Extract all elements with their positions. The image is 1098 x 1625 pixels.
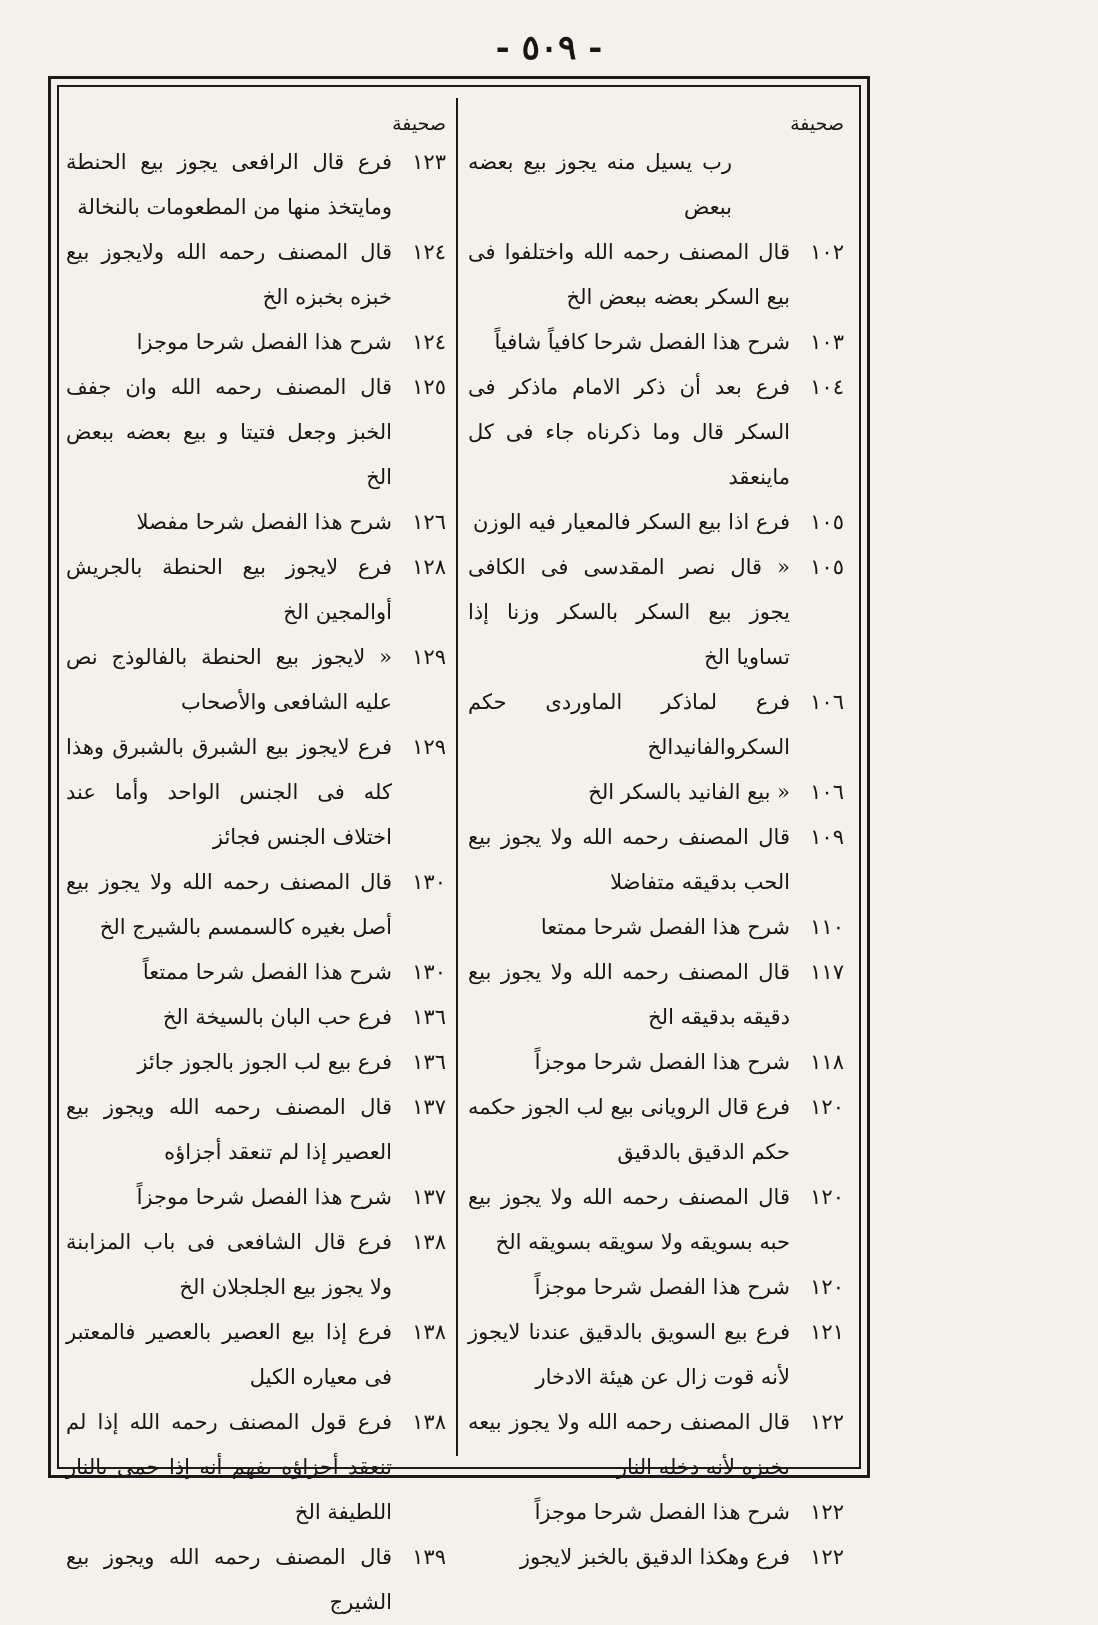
index-entry <box>468 1175 848 1265</box>
entry-page-number: ١٠٥ <box>810 555 844 579</box>
entry-page-number: ١٢٢ <box>810 1410 844 1434</box>
column-header-page: صحيفة <box>392 113 446 135</box>
index-entry-list <box>468 140 848 1580</box>
entry-page-number: ١٢٩ <box>412 645 446 669</box>
entry-text: فرع اذا بيع السكر فالمعيار فيه الوزن <box>473 510 790 534</box>
entry-page-number: ١٣٨ <box>412 1230 446 1254</box>
index-entry <box>66 1040 450 1085</box>
entry-text: قال المصنف رحمه الله ولا يجوز بيع الحب بدقيقه متفاضلا <box>468 825 790 894</box>
index-entry <box>66 995 450 1040</box>
index-entry <box>66 860 450 950</box>
entry-page-number: ١٣٨ <box>412 1320 446 1344</box>
entry-page-number: ١٠٥ <box>810 510 844 534</box>
index-entry <box>468 1490 848 1535</box>
entry-page-number: ١٢٣ <box>412 150 446 174</box>
index-entry <box>66 1535 450 1625</box>
index-entry <box>468 1265 848 1310</box>
index-column-left <box>66 108 450 1625</box>
entry-text: شرح هذا الفصل شرحا ممتعاً <box>142 960 392 984</box>
entry-page-number: ١٢٠ <box>810 1095 844 1119</box>
entry-text: شرح هذا الفصل شرحا ممتعا <box>540 915 790 939</box>
index-entry <box>468 545 848 680</box>
entry-page-number: ١٣٠ <box>412 870 446 894</box>
entry-text: قال المصنف رحمه الله ولا يجوز بيع حبه بسويقه ولا سويقه بسويقه الخ <box>468 1185 790 1254</box>
entry-text: قال المصنف رحمه الله واختلفوا فى بيع السكر بعضه ببعض الخ <box>468 240 790 309</box>
page-number: - ٥٠٩ - <box>495 28 603 68</box>
index-entry <box>468 1085 848 1175</box>
entry-page-number: ١٠٦ <box>810 690 844 714</box>
entry-page-number: ١٢٤ <box>412 330 446 354</box>
index-entry <box>468 1400 848 1490</box>
index-entry <box>468 1040 848 1085</box>
entry-page-number: ١٢٠ <box>810 1275 844 1299</box>
index-entry <box>468 905 848 950</box>
entry-page-number: ١٢٦ <box>412 510 446 534</box>
entry-page-number: ١٢٠ <box>810 1185 844 1209</box>
entry-page-number: ١٢٩ <box>412 735 446 759</box>
entry-text: « قال نصر المقدسى فى الكافى يجوز بيع السكر بالسكر وزنا إذا تساويا الخ <box>468 555 790 669</box>
index-entry <box>66 500 450 545</box>
entry-text: فرع لايجوز بيع الشبرق بالشبرق وهذا كله فى الجنس الواحد وأما عند اختلاف الجنس فجائز <box>66 735 392 849</box>
entry-text: فرع قال الرويانى بيع لب الجوز حكمه حكم الدقيق بالدقيق <box>468 1095 790 1164</box>
entry-text: فرع بيع السويق بالدقيق عندنا لايجوز لأنه قوت زال عن هيئة الادخار <box>468 1320 790 1389</box>
column-divider <box>456 98 458 1456</box>
index-entry <box>468 140 848 230</box>
index-entry <box>468 770 848 815</box>
entry-text: شرح هذا الفصل شرحا موجزاً <box>534 1275 790 1299</box>
index-entry <box>468 320 848 365</box>
entry-page-number: ١٣٦ <box>412 1050 446 1074</box>
index-entry <box>66 725 450 860</box>
index-entry <box>66 545 450 635</box>
index-entry <box>468 500 848 545</box>
entry-page-number: ١١٠ <box>810 915 844 939</box>
index-entry <box>66 320 450 365</box>
entry-page-number: ١٣٠ <box>412 960 446 984</box>
entry-page-number: ١٠٤ <box>810 375 844 399</box>
entry-page-number: ١٠٦ <box>810 780 844 804</box>
index-entry <box>66 1400 450 1535</box>
index-entry <box>66 1175 450 1220</box>
index-entry-list <box>66 140 450 1625</box>
entry-page-number: ١٣٧ <box>412 1095 446 1119</box>
index-entry <box>468 1310 848 1400</box>
index-entry <box>468 1535 848 1580</box>
index-column-right <box>468 108 848 1580</box>
entry-page-number: ١٢١ <box>810 1320 844 1344</box>
entry-text: شرح هذا الفصل شرحا موجزا <box>136 330 392 354</box>
index-entry <box>66 365 450 500</box>
index-entry <box>66 140 450 230</box>
entry-text: قال المصنف رحمه الله ولا يجوز بيع أصل بغيره كالسمسم بالشيرج الخ <box>66 870 392 939</box>
entry-text: فرع بعد أن ذكر الامام ماذكر فى السكر قال وما ذكرناه جاء فى كل ماينعقد <box>468 375 790 489</box>
entry-page-number: ١٣٧ <box>412 1185 446 1209</box>
entry-text: فرع لماذكر الماوردى حكم السكروالفانيدالخ <box>468 690 790 759</box>
entry-page-number: ١١٨ <box>810 1050 844 1074</box>
entry-page-number: ١٠٢ <box>810 240 844 264</box>
entry-page-number: ١١٧ <box>810 960 844 984</box>
index-entry <box>66 950 450 995</box>
index-entry <box>468 950 848 1040</box>
entry-page-number: ١٢٢ <box>810 1500 844 1524</box>
index-entry <box>468 815 848 905</box>
entry-page-number: ١٣٩ <box>412 1545 446 1569</box>
entry-text: فرع حب البان بالسيخة الخ <box>162 1005 392 1029</box>
entry-text: قال المصنف رحمه الله ويجوز بيع العصير إذا لم تنعقد أجزاؤه <box>66 1095 392 1164</box>
index-entry <box>66 230 450 320</box>
index-entry <box>66 1085 450 1175</box>
entry-page-number: ١٣٨ <box>412 1410 446 1434</box>
index-entry <box>468 365 848 500</box>
entry-text: قال المصنف رحمه الله ولا يجوز بيع دقيقه بدقيقه الخ <box>468 960 790 1029</box>
entry-page-number: ١٢٤ <box>412 240 446 264</box>
entry-page-number: ١٢٢ <box>810 1545 844 1569</box>
entry-text: فرع بيع لب الجوز بالجوز جائز <box>137 1050 392 1074</box>
index-entry <box>468 680 848 770</box>
entry-text: شرح هذا الفصل شرحا كافياً شافياً <box>494 330 790 354</box>
index-entry <box>66 1220 450 1310</box>
entry-text: شرح هذا الفصل شرحا موجزاً <box>534 1500 790 1524</box>
entry-text: رب يسيل منه يجوز بيع بعضه ببعض <box>468 150 732 219</box>
entry-text: « لايجوز بيع الحنطة بالفالوذج نص عليه الشافعى والأصحاب <box>66 645 392 714</box>
entry-text: فرع لايجوز بيع الحنطة بالجريش أوالمجين الخ <box>66 555 392 624</box>
entry-text: فرع وهكذا الدقيق بالخبز لايجوز <box>519 1545 790 1569</box>
index-entry <box>66 635 450 725</box>
entry-text: قال المصنف رحمه الله ولايجوز بيع خبزه بخبزه الخ <box>66 240 392 309</box>
entry-text: فرع إذا بيع العصير بالعصير فالمعتبر فى معياره الكيل <box>66 1320 392 1389</box>
entry-page-number: ١٢٥ <box>412 375 446 399</box>
entry-text: فرع قال الشافعى فى باب المزابنة ولا يجوز بيع الجلجلان الخ <box>66 1230 392 1299</box>
entry-text: شرح هذا الفصل شرحا موجزاً <box>136 1185 392 1209</box>
entry-text: شرح هذا الفصل شرحا موجزاً <box>534 1050 790 1074</box>
entry-page-number: ١٣٦ <box>412 1005 446 1029</box>
entry-text: قال المصنف رحمه الله ولا يجوز بيعه بخبزه لأنه دخله النار <box>468 1410 790 1479</box>
entry-page-number: ١٢٨ <box>412 555 446 579</box>
entry-text: قال المصنف رحمه الله ويجوز بيع الشيرج <box>66 1545 392 1614</box>
index-entry <box>66 1310 450 1400</box>
entry-page-number: ١٠٣ <box>810 330 844 354</box>
entry-text: « بيع الفانيد بالسكر الخ <box>588 780 790 804</box>
entry-text: شرح هذا الفصل شرحا مفصلا <box>136 510 392 534</box>
entry-text: فرع قول المصنف رحمه الله إذا لم تنعقد أجزاؤه يفهم أنه إذا حمى بالنار اللطيفة الخ <box>66 1410 392 1524</box>
entry-text: فرع قال الرافعى يجوز بيع الحنطة ومايتخذ منها من المطعومات بالنخالة <box>66 150 392 219</box>
index-entry <box>468 230 848 320</box>
entry-page-number: ١٠٩ <box>810 825 844 849</box>
column-header-page: صحيفة <box>790 113 844 135</box>
entry-text: قال المصنف رحمه الله وان جفف الخبز وجعل فتيتا و بيع بعضه ببعض الخ <box>66 375 392 489</box>
